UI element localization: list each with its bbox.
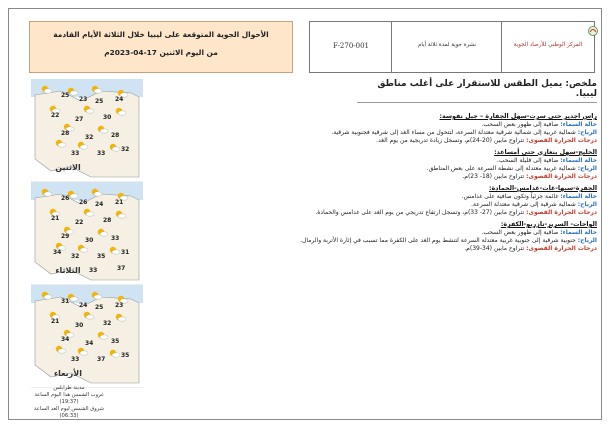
bulletin-name: نشرة جوية لمدة ثلاثة أيام xyxy=(417,42,477,48)
temp-label: 28 xyxy=(61,130,70,137)
doc-code-box xyxy=(309,21,393,73)
cloud-icon xyxy=(58,349,66,353)
temp-label: 25 xyxy=(95,98,104,105)
max-temp xyxy=(149,209,597,216)
temp-label: 31 xyxy=(121,249,130,256)
day-label: الثلاثاء xyxy=(55,266,81,275)
max-temp-value: تتراوح مابين (34-39)م. xyxy=(464,245,525,252)
region-block xyxy=(149,185,597,216)
temp-label: 24 xyxy=(115,96,124,103)
cloud-icon xyxy=(86,315,94,319)
sun-city: مدينة طرابلس xyxy=(53,385,85,391)
temp-label: 35 xyxy=(97,253,106,260)
cloud-icon xyxy=(100,335,108,339)
wind-value: شمالية غربية معتدلة إلى نشطة السرعة على بعض المناطق. xyxy=(426,165,576,172)
cloud-icon xyxy=(118,111,126,115)
bulletin-sheet xyxy=(8,8,602,420)
cloud-icon xyxy=(118,214,126,218)
temp-label: 32 xyxy=(103,320,112,327)
temp-label: 27 xyxy=(75,116,84,123)
cloud-icon xyxy=(70,194,78,198)
temp-label: 33 xyxy=(89,267,98,274)
title-line1: الأحوال الجوية المتوقعة على ليبيا خلال الثلاثة الأيام القادمة xyxy=(53,30,269,39)
org-name: المركز الوطني للأرصاد الجوية xyxy=(513,42,583,48)
max-temp-value: تتراوح مابين (18- 23)م. xyxy=(462,173,525,180)
forecast-map xyxy=(31,285,143,388)
cloud-icon xyxy=(100,129,108,133)
temp-label: 24 xyxy=(95,201,104,208)
sky-state xyxy=(149,121,597,128)
region-block xyxy=(149,149,597,180)
temp-label: 23 xyxy=(115,302,124,309)
max-temp-label: درجات الحرارة القصوى: xyxy=(526,209,597,216)
max-temp-value: تتراوح مابين (27- 33)م، وتسجل ارتفاع تدريجي من يوم الغد على غدامس والحمادة. xyxy=(315,209,525,216)
wind xyxy=(149,129,597,136)
region-name xyxy=(149,113,597,120)
temp-label: 26 xyxy=(79,199,88,206)
max-temp-value: تتراوح مابين (20-24)م، وتسجل زيادة تدريجية من يوم الغد. xyxy=(376,137,525,144)
wind-value: شمالية شرقية إلى شرقية معتدلة السرعة. xyxy=(471,201,576,208)
temp-label: 37 xyxy=(117,265,126,272)
temp-label: 34 xyxy=(61,336,70,343)
wind xyxy=(149,201,597,208)
temp-label: 32 xyxy=(85,134,94,141)
temp-label: 37 xyxy=(97,356,106,363)
wind xyxy=(149,165,597,172)
temp-label: 25 xyxy=(61,92,70,99)
day-label: الاثنين xyxy=(55,163,81,172)
temp-label: 22 xyxy=(51,112,60,119)
region-block xyxy=(149,113,597,144)
cloud-icon xyxy=(44,295,52,299)
temp-label: 28 xyxy=(103,217,112,224)
day-label-box xyxy=(45,369,91,383)
forecast-maps xyxy=(31,79,143,388)
temp-label: 25 xyxy=(95,304,104,311)
forecast-text xyxy=(149,79,597,419)
wind-label: الرياح: xyxy=(577,129,597,136)
temp-label: 21 xyxy=(51,318,60,325)
forecast-map xyxy=(31,182,143,285)
sunrise-text: شروق الشمس ليوم الغد الساعة (06:33) xyxy=(34,406,104,419)
temp-label: 32 xyxy=(121,146,130,153)
sky-state-value: صافية إلى ظهور بعض السحب. xyxy=(481,229,559,236)
temp-label: 30 xyxy=(103,114,112,121)
temp-label: 29 xyxy=(61,233,70,240)
region-name xyxy=(149,221,597,228)
temp-label: 34 xyxy=(85,340,94,347)
temp-label: 22 xyxy=(75,219,84,226)
cloud-icon xyxy=(94,295,102,299)
day-label-box xyxy=(45,163,91,177)
temp-label: 21 xyxy=(115,199,124,206)
region-name xyxy=(149,185,597,192)
cloud-icon xyxy=(112,353,120,357)
region-name xyxy=(149,149,597,156)
temp-label: 35 xyxy=(111,338,120,345)
sky-state xyxy=(149,157,597,164)
sky-state-value: غائمة جزئياً وتكون صافية على غدامس. xyxy=(461,193,559,200)
max-temp xyxy=(149,137,597,144)
max-temp xyxy=(149,173,597,180)
sky-state-label: حالة السماء: xyxy=(560,121,597,128)
temp-label: 26 xyxy=(61,195,70,202)
sun-times xyxy=(31,385,107,420)
temp-label: 30 xyxy=(85,237,94,244)
temp-label: 33 xyxy=(71,150,80,157)
wind-label: الرياح: xyxy=(577,201,597,208)
max-temp-label: درجات الحرارة القصوى: xyxy=(526,173,597,180)
cloud-icon xyxy=(80,248,88,252)
cloud-icon xyxy=(86,109,94,113)
temp-label: 21 xyxy=(51,215,60,222)
cloud-icon xyxy=(70,91,78,95)
temp-label: 23 xyxy=(79,96,88,103)
sky-state-value: صافية إلى قليلة السحب. xyxy=(496,157,559,164)
forecast-map xyxy=(31,79,143,182)
sky-state xyxy=(149,193,597,200)
title-line2: من اليوم الاثنين 17-04-2023م xyxy=(104,48,218,57)
cloud-icon xyxy=(94,192,102,196)
summary: ملخص: يميل الطقس للاستقرار على أغلب مناطق ليبيا. xyxy=(357,79,597,103)
sunset-text: غروب الشمس هذا اليوم الساعة (19:37) xyxy=(34,392,104,405)
cloud-icon xyxy=(118,317,126,321)
cloud-icon xyxy=(112,147,120,151)
temp-label: 24 xyxy=(79,302,88,309)
wind xyxy=(149,237,597,244)
max-temp-label: درجات الحرارة القصوى: xyxy=(526,137,597,144)
regions-list xyxy=(149,113,597,252)
bulletin-name-box xyxy=(391,21,503,73)
cloud-icon xyxy=(58,143,66,147)
cloud-icon xyxy=(80,145,88,149)
cloud-icon xyxy=(100,232,108,236)
cloud-icon xyxy=(44,89,52,93)
day-label-box xyxy=(45,266,91,280)
sky-state-label: حالة السماء: xyxy=(560,157,597,164)
region-name-value: الواحات- السرير-تازربو-الكفرة: xyxy=(500,221,597,228)
temp-label: 33 xyxy=(71,356,80,363)
temp-label: 30 xyxy=(75,322,84,329)
cloud-icon xyxy=(94,89,102,93)
region-block xyxy=(149,221,597,252)
sky-state-label: حالة السماء: xyxy=(560,229,597,236)
temp-label: 33 xyxy=(97,150,106,157)
wind-value: جنوبية شرقية إلى جنوبية غربية معتدلة السرعة لتنشط يوم الغد على الكفرة مما تسبب في إثارة الأتربة والرمال. xyxy=(300,237,576,244)
cloud-icon xyxy=(70,297,78,301)
temp-label: 32 xyxy=(71,253,80,260)
ncm-logo-icon xyxy=(588,26,598,36)
temp-label: 31 xyxy=(61,298,70,305)
cloud-icon xyxy=(80,351,88,355)
wind-label: الرياح: xyxy=(577,237,597,244)
cloud-icon xyxy=(86,212,94,216)
title-box xyxy=(29,21,293,73)
sky-state-value: صافية إلى ظهور بعض السحب. xyxy=(481,121,559,128)
doc-code: F-270-001 xyxy=(333,42,369,50)
temp-label: 35 xyxy=(121,352,130,359)
wind-value: شمالية غربية إلى شمالية شرقية معتدلة السرعة، لتتحول من مساء الغد إلى شرقية فجنوبية شرقية. xyxy=(331,129,576,136)
region-name-value: الجفرة-سبها-غات-غدامس-الحمادة: xyxy=(489,185,597,192)
temp-label: 34 xyxy=(53,249,62,256)
temp-label: 28 xyxy=(111,132,120,139)
org-box xyxy=(501,21,595,73)
cloud-icon xyxy=(44,192,52,196)
max-temp-label: درجات الحرارة القصوى: xyxy=(526,245,597,252)
wind-label: الرياح: xyxy=(577,165,597,172)
day-label: الأربعاء xyxy=(54,369,82,378)
max-temp xyxy=(149,245,597,252)
region-name-value: الخليج-سهل بنغازي حتى أمساعد: xyxy=(494,149,597,156)
cloud-icon xyxy=(112,250,120,254)
sky-state xyxy=(149,229,597,236)
sky-state-label: حالة السماء: xyxy=(560,193,597,200)
region-name-value: راس اجدير حتى سرت-سهل الجفارة – جبل نفوسة: xyxy=(439,113,597,120)
temp-label: 33 xyxy=(111,235,120,242)
